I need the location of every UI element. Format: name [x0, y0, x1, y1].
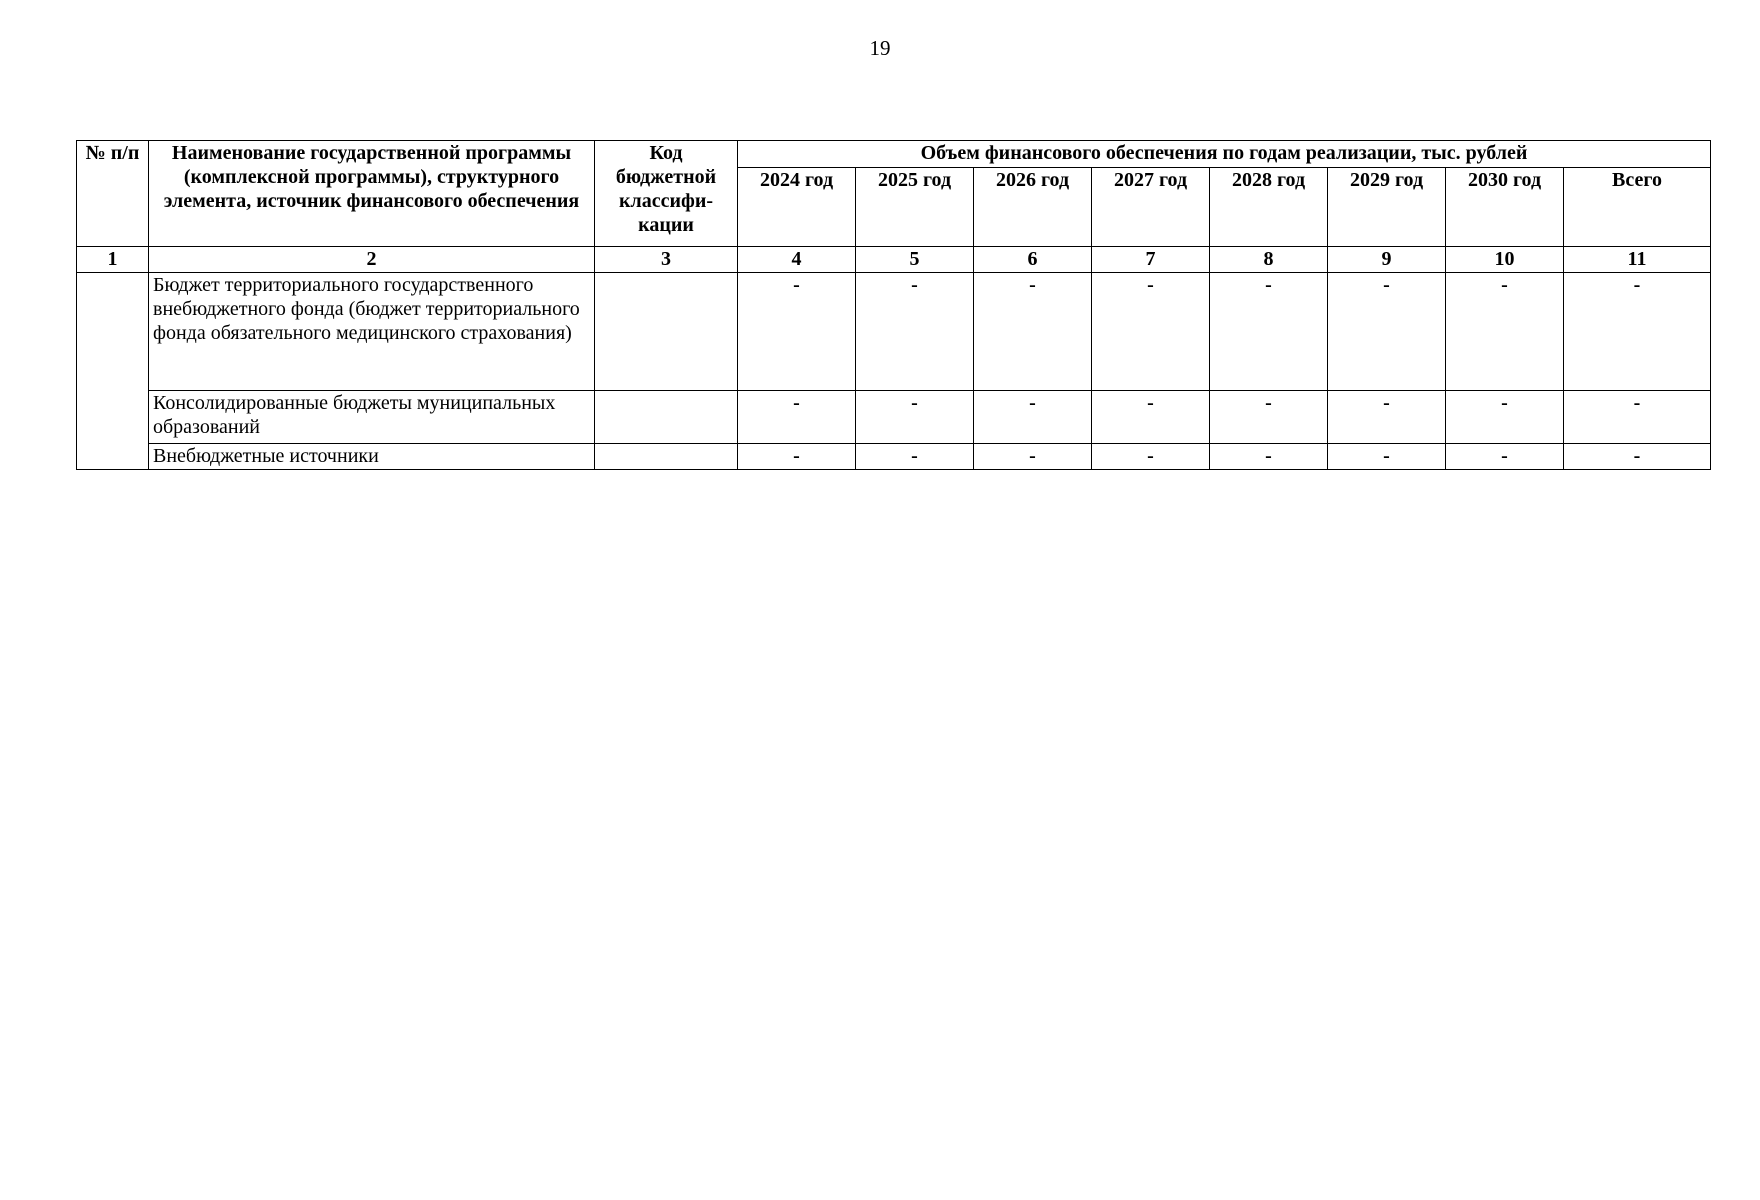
value-cell: - [1446, 391, 1564, 444]
header-year-2028: 2028 год [1210, 168, 1328, 247]
header-number: № п/п [77, 141, 149, 247]
value-cell: - [1564, 444, 1711, 470]
column-number: 10 [1446, 247, 1564, 273]
column-number: 11 [1564, 247, 1711, 273]
budget-code-cell [595, 391, 738, 444]
value-cell: - [738, 273, 856, 391]
header-budget-code: Код бюджетной классифи-кации [595, 141, 738, 247]
header-year-2024: 2024 год [738, 168, 856, 247]
row-number-cell [77, 273, 149, 470]
financing-table [76, 140, 1711, 470]
header-total: Всего [1564, 168, 1711, 247]
value-cell: - [1210, 391, 1328, 444]
source-name-cell: Бюджет территориального государственного внебюджетного фонда (бюджет территориального фонда обязательного медицинского страхования) [149, 273, 595, 391]
value-cell: - [738, 444, 856, 470]
value-cell: - [856, 444, 974, 470]
column-number: 7 [1092, 247, 1210, 273]
header-year-2025: 2025 год [856, 168, 974, 247]
column-number: 6 [974, 247, 1092, 273]
table-header-row [77, 141, 1711, 168]
value-cell: - [1446, 444, 1564, 470]
value-cell: - [974, 444, 1092, 470]
header-year-2026: 2026 год [974, 168, 1092, 247]
value-cell: - [1210, 273, 1328, 391]
value-cell: - [1564, 391, 1711, 444]
value-cell: - [1328, 273, 1446, 391]
value-cell: - [1328, 391, 1446, 444]
budget-code-cell [595, 273, 738, 391]
column-number: 9 [1328, 247, 1446, 273]
value-cell: - [1564, 273, 1711, 391]
value-cell: - [1446, 273, 1564, 391]
value-cell: - [1092, 391, 1210, 444]
value-cell: - [856, 391, 974, 444]
header-financing-volume: Объем финансового обеспечения по годам реализации, тыс. рублей [738, 141, 1711, 168]
source-name-cell: Внебюджетные источники [149, 444, 595, 470]
budget-code-cell [595, 444, 738, 470]
column-number: 3 [595, 247, 738, 273]
value-cell: - [1328, 444, 1446, 470]
source-name-cell: Консолидированные бюджеты муниципальных образований [149, 391, 595, 444]
column-number: 8 [1210, 247, 1328, 273]
header-year-2029: 2029 год [1328, 168, 1446, 247]
value-cell: - [974, 273, 1092, 391]
column-number: 1 [77, 247, 149, 273]
column-number: 4 [738, 247, 856, 273]
value-cell: - [1092, 273, 1210, 391]
header-year-2030: 2030 год [1446, 168, 1564, 247]
value-cell: - [1210, 444, 1328, 470]
value-cell: - [1092, 444, 1210, 470]
column-number: 5 [856, 247, 974, 273]
table-row [77, 391, 1711, 444]
column-number: 2 [149, 247, 595, 273]
table-row [77, 444, 1711, 470]
header-program-name: Наименование государственной программы (комплексной программы), структурного элемента, источник финансового обеспечения [149, 141, 595, 247]
header-year-2027: 2027 год [1092, 168, 1210, 247]
table-row [77, 273, 1711, 391]
value-cell: - [738, 391, 856, 444]
page-number: 19 [869, 36, 891, 60]
value-cell: - [974, 391, 1092, 444]
value-cell: - [856, 273, 974, 391]
column-numbers-row [77, 247, 1711, 273]
